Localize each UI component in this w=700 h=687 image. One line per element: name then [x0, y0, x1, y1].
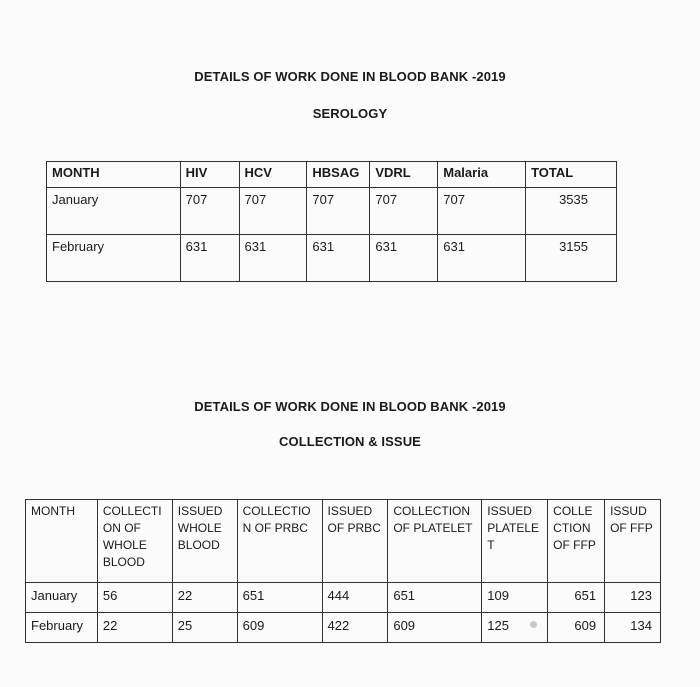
header-cell: HBSAG: [307, 162, 370, 188]
value-cell: 22: [172, 583, 237, 613]
header-cell: MONTH: [47, 162, 181, 188]
table-row: [47, 235, 617, 282]
value-cell: 125: [482, 613, 548, 643]
header-cell: MONTH: [26, 500, 98, 583]
serology-title: DETAILS OF WORK DONE IN BLOOD BANK -2019: [194, 69, 506, 84]
value-cell: 609: [237, 613, 322, 643]
value-cell: 609: [548, 613, 605, 643]
value-cell: 631: [370, 235, 438, 282]
total-cell: 3155: [526, 235, 617, 282]
value-cell: 444: [322, 583, 388, 613]
value-cell: 56: [97, 583, 172, 613]
month-cell: January: [47, 188, 181, 235]
value-cell: 707: [239, 188, 307, 235]
table-row: [26, 583, 661, 613]
value-cell: 109: [482, 583, 548, 613]
value-cell: 707: [180, 188, 239, 235]
table-row: [47, 188, 617, 235]
collection-subtitle: COLLECTION & ISSUE: [279, 434, 421, 449]
header-cell: ISSUED WHOLE BLOOD: [172, 500, 237, 583]
serology-subtitle: SEROLOGY: [312, 106, 388, 121]
header-cell: ISSUD OF FFP: [605, 500, 661, 583]
month-cell: February: [47, 235, 181, 282]
value-cell: 707: [438, 188, 526, 235]
value-cell: 631: [239, 235, 307, 282]
value-cell: 707: [307, 188, 370, 235]
serology-table: [46, 161, 617, 282]
value-cell: 22: [97, 613, 172, 643]
value-cell: 651: [237, 583, 322, 613]
value-cell: 422: [322, 613, 388, 643]
value-cell: 651: [388, 583, 482, 613]
total-cell: 3535: [526, 188, 617, 235]
table-header-row: [26, 500, 661, 583]
value-cell: 123: [605, 583, 661, 613]
header-cell: COLLECTIO N OF PRBC: [237, 500, 322, 583]
month-cell: January: [26, 583, 98, 613]
value-cell: 651: [548, 583, 605, 613]
header-cell: HIV: [180, 162, 239, 188]
table-row: [26, 613, 661, 643]
collection-table: [25, 499, 661, 643]
header-cell: TOTAL: [526, 162, 617, 188]
month-cell: February: [26, 613, 98, 643]
header-cell: ISSUED OF PRBC: [322, 500, 388, 583]
header-cell: VDRL: [370, 162, 438, 188]
header-cell: COLLE CTION OF FFP: [548, 500, 605, 583]
collection-title: DETAILS OF WORK DONE IN BLOOD BANK -2019: [194, 399, 506, 414]
header-cell: ISSUED PLATELE T: [482, 500, 548, 583]
header-cell: HCV: [239, 162, 307, 188]
header-cell: COLLECTION OF PLATELET: [388, 500, 482, 583]
value-cell: 707: [370, 188, 438, 235]
value-cell: 134: [605, 613, 661, 643]
value-cell: 631: [180, 235, 239, 282]
header-cell: Malaria: [438, 162, 526, 188]
value-cell: 631: [307, 235, 370, 282]
value-cell: 631: [438, 235, 526, 282]
value-cell: 25: [172, 613, 237, 643]
value-cell: 609: [388, 613, 482, 643]
header-cell: COLLECTI ON OF WHOLE BLOOD: [97, 500, 172, 583]
scan-speck-mark: [530, 621, 537, 628]
table-header-row: [47, 162, 617, 188]
